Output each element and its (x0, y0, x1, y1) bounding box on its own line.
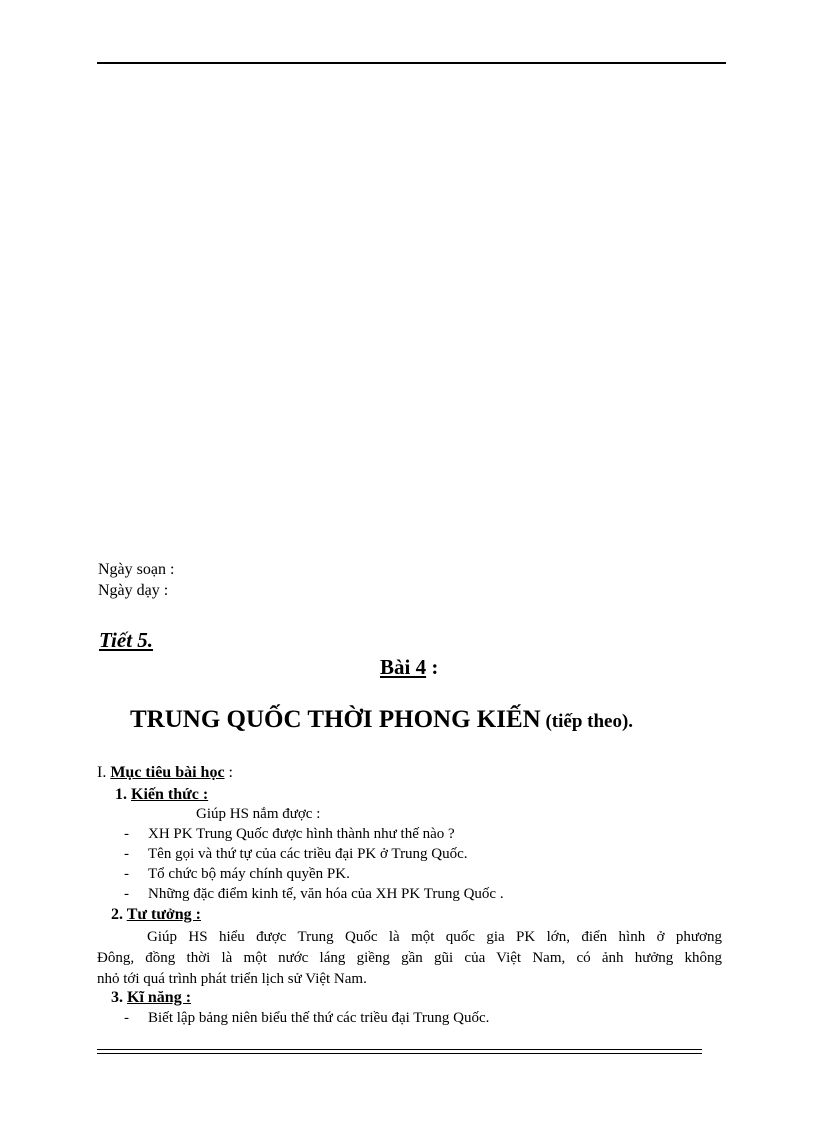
top-rule (97, 62, 726, 64)
thought-line-2: Đông, đồng thời là một nước láng giềng gần gũi của Việt Nam, có ảnh hưởng không (97, 950, 722, 966)
list-item (124, 1010, 489, 1027)
objectives-heading-label: Mục tiêu bài học (110, 764, 225, 781)
thought-heading (111, 906, 201, 924)
bullet-dash: - (124, 846, 129, 862)
lesson-title (130, 706, 633, 734)
skills-label: Kĩ năng : (127, 989, 192, 1006)
bullet-dash: - (124, 826, 129, 842)
bullet-dash: - (124, 886, 129, 902)
knowledge-heading (115, 786, 208, 804)
lesson-number-label: Bài 4 (380, 655, 427, 679)
lesson-title-suffix: (tiếp theo). (540, 711, 634, 732)
list-item (124, 846, 468, 863)
lesson-number-colon: : (426, 655, 439, 679)
lesson-period: Tiết 5. (99, 628, 154, 652)
list-item (124, 866, 350, 883)
objectives-prefix: I. (97, 764, 111, 781)
ngay-day-label: Ngày dạy : (98, 582, 169, 599)
skills-number: 3. (111, 989, 127, 1006)
lesson-title-main: TRUNG QUỐC THỜI PHONG KIẾN (130, 706, 541, 733)
thought-line-3: nhỏ tới quá trình phát triển lịch sử Việt Nam. (97, 971, 367, 987)
thought-label: Tư tưởng : (126, 906, 202, 923)
objectives-heading-colon: : (224, 764, 233, 781)
list-item-text: Tổ chức bộ máy chính quyền PK. (148, 866, 350, 882)
knowledge-intro: Giúp HS nắm được : (196, 806, 321, 822)
ngay-soan-label: Ngày soạn : (98, 561, 175, 578)
thought-paragraph (97, 927, 722, 990)
list-item-text: Những đặc điểm kinh tế, văn hóa của XH PK Trung Quốc . (148, 886, 504, 902)
objectives-heading (97, 764, 233, 782)
thought-line-1: Giúp HS hiểu được Trung Quốc là một quốc gia PK lớn, điển hình ở phương (147, 929, 722, 945)
list-item (124, 826, 455, 843)
skills-heading (111, 989, 191, 1007)
list-item-text: Biết lập bảng niên biểu thế thứ các triều đại Trung Quốc. (148, 1010, 490, 1026)
thought-number: 2. (111, 906, 127, 923)
bullet-dash: - (124, 866, 129, 882)
list-item-text: XH PK Trung Quốc được hình thành như thế nào ? (148, 826, 455, 842)
list-item (124, 886, 504, 903)
list-item-text: Tên gọi và thứ tự của các triều đại PK ở Trung Quốc. (148, 846, 468, 862)
lesson-number (380, 655, 438, 680)
knowledge-number: 1. (115, 786, 131, 803)
knowledge-label: Kiến thức : (131, 786, 209, 803)
bullet-dash: - (124, 1010, 129, 1026)
bottom-double-rule (97, 1049, 702, 1054)
